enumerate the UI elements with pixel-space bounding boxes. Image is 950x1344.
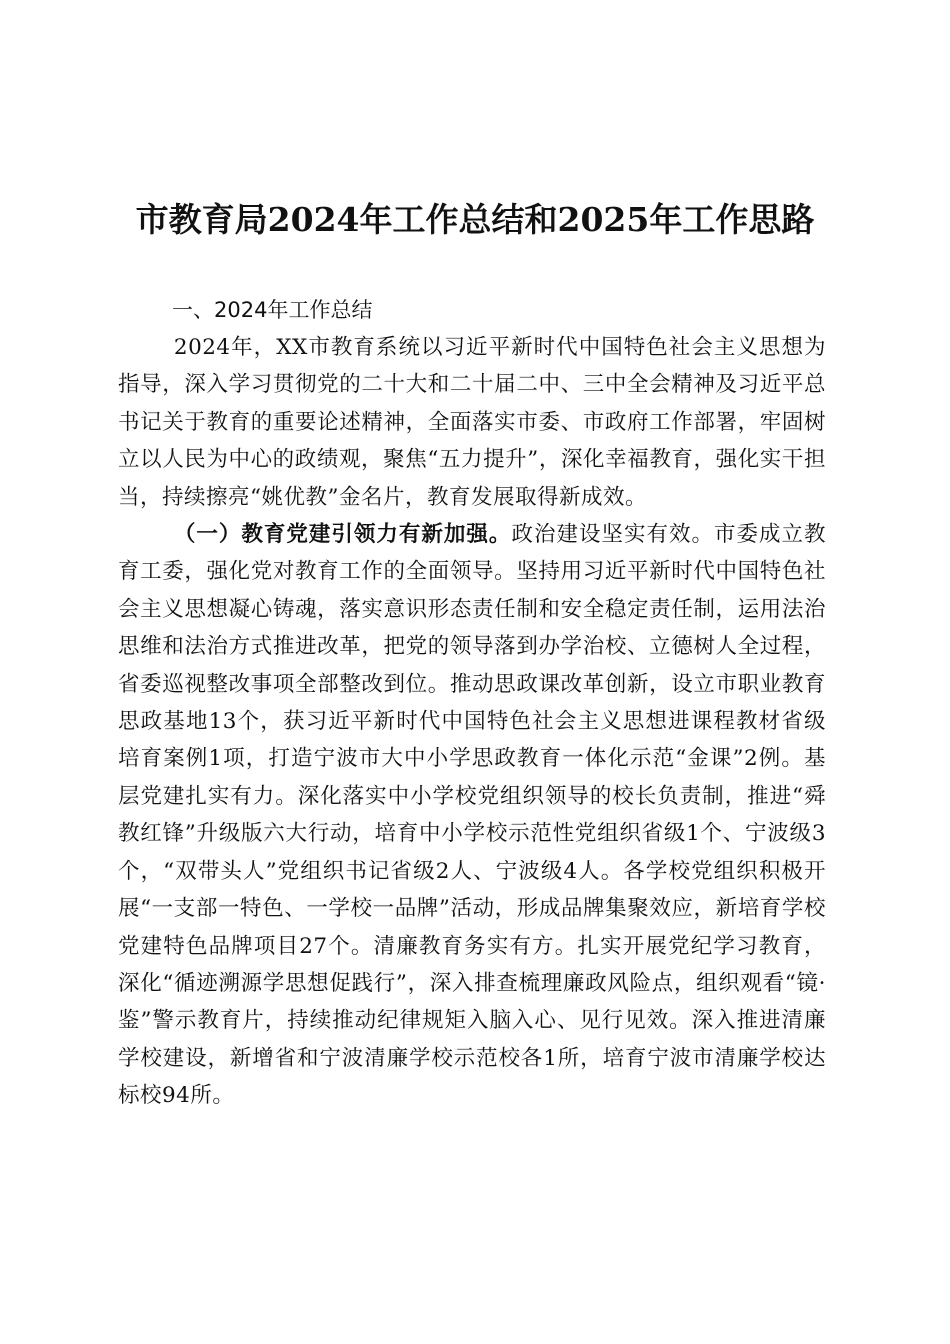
document-title: 市教育局2024年工作总结和2025年工作思路 bbox=[135, 200, 815, 239]
section-heading-1: 一、2024年工作总结 bbox=[172, 298, 373, 322]
intro-paragraph: 2024年，XX市教育系统以习近平新时代中国特色社会主义思想为指导，深入学习贯彻党的二十大和二十届二中、三中全会精神及习近平总书记关于教育的重要论述精神，全面落实市委、市政府工作部署，牢固树立以人民为中心的政绩观，聚焦“五力提升”，深化幸福教育，强化实干担当，持续擦亮“姚优教”金名片，教育发展取得新成效。 bbox=[118, 335, 826, 510]
document-body bbox=[118, 292, 826, 1115]
subsection-1-paragraph bbox=[118, 516, 826, 1115]
subsection-1-body: 政治建设坚实有效。市委成立教育工委，强化党对教育工作的全面领导。坚持用习近平新时代中国特色社会主义思想凝心铸魂，落实意识形态责任制和安全稳定责任制，运用法治思维和法治方式推进改革，把党的领导落到办学治校、立德树人全过程，省委巡视整改事项全部整改到位。推动思政课改革创新，设立市职业教育思政基地13个，获习近平新时代中国特色社会主义思想进课程教材省级培育案例1项，打造宁波市大中小学思政教育一体化示范“金课”2例。基层党建扎实有力。深化落实中小学校党组织领导的校长负责制，推进“舜教红锋”升级版六大行动，培育中小学校示范性党组织省级1个、宁波级3个，“双带头人”党组织书记省级2人、宁波级4人。各学校党组织积极开展“一支部一特色、一学校一品牌”活动，形成品牌集聚效应，新培育学校党建特色品牌项目27个。清廉教育务实有方。扎实开展党纪学习教育，深化“循迹溯源学思想促践行”，深入排查梳理廉政风险点，组织观看“镜·鉴”警示教育片，持续推动纪律规矩入脑入心、见行见效。深入推进清廉学校建设，新增省和宁波清廉学校示范校各1所，培育宁波市清廉学校达标校94所。 bbox=[118, 522, 826, 1109]
subsection-1-lead: （一）教育党建引领力有新加强。 bbox=[173, 522, 512, 548]
